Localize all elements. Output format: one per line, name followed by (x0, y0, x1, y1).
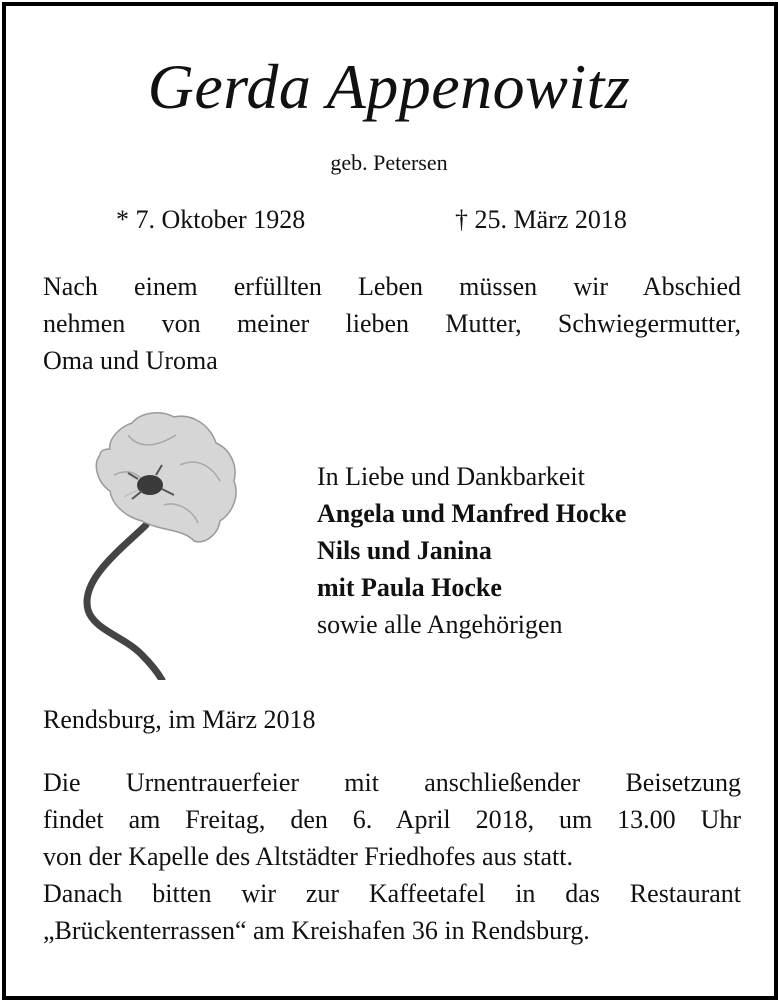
signers-lead: In Liebe und Dankbarkeit (317, 462, 585, 491)
intro-line: Nach einem erfüllten Leben müssen wir Abschied (43, 272, 741, 301)
birth-date: * 7. Oktober 1928 (116, 205, 306, 234)
signers-closing: sowie alle Angehörigen (317, 610, 563, 639)
intro-line: nehmen von meiner lieben Mutter, Schwiegermutter, (43, 309, 741, 338)
ceremony-line: Die Urnentrauerfeier mit anschließender Beisetzung (43, 768, 741, 797)
intro-paragraph (43, 268, 741, 379)
deceased-name: Gerda Appenowitz (147, 51, 631, 122)
intro-line: Oma und Uroma (43, 346, 218, 375)
death-date: † 25. März 2018 (455, 205, 627, 234)
signer-name: Angela und Manfred Hocke (317, 499, 627, 528)
place-date: Rendsburg, im März 2018 (43, 705, 316, 734)
ceremony-line: Danach bitten wir zur Kaffeetafel in das Restaurant (43, 879, 741, 908)
poppy-flower-image (80, 405, 250, 680)
ceremony-line: findet am Freitag, den 6. April 2018, um 13.00 Uhr (43, 805, 741, 834)
signers-block (317, 458, 626, 643)
maiden-name: geb. Petersen (330, 150, 448, 175)
signer-name: mit Paula Hocke (317, 573, 502, 602)
ceremony-line: von der Kapelle des Altstädter Friedhofes aus statt. (43, 842, 573, 871)
ceremony-paragraph (43, 764, 741, 949)
signer-name: Nils und Janina (317, 536, 492, 565)
ceremony-line: „Brückenterrassen“ am Kreishafen 36 in Rendsburg. (43, 916, 590, 945)
